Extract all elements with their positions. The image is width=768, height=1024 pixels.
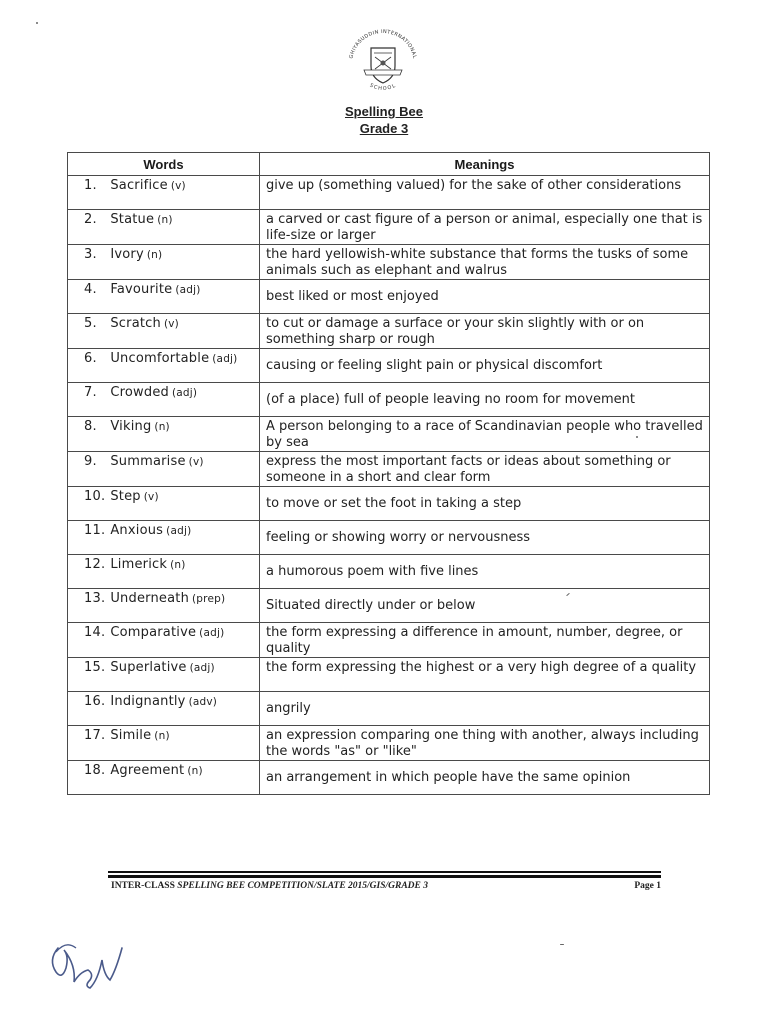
word-entry	[68, 692, 259, 709]
word-cell	[68, 417, 260, 452]
meaning-cell	[260, 417, 710, 452]
meaning-text: to move or set the foot in taking a step	[266, 496, 522, 511]
word-cell	[68, 452, 260, 487]
meaning-text: the form expressing a difference in amount, number, degree, or quality	[266, 625, 683, 656]
word-cell	[68, 280, 260, 314]
part-of-speech: (v)	[170, 180, 186, 192]
meaning-cell	[260, 349, 710, 383]
word-cell	[68, 349, 260, 383]
word-number: 8.	[84, 419, 97, 434]
word-cell	[68, 314, 260, 349]
word-text: Sacrifice	[110, 178, 168, 193]
part-of-speech: (v)	[163, 318, 179, 330]
meaning-cell	[260, 623, 710, 658]
meaning-text: express the most important facts or ideas about something or someone in a short and clear form	[266, 454, 671, 485]
meaning-text: a carved or cast figure of a person or animal, especially one that is life-size or larger	[266, 212, 703, 243]
meaning-text: give up (something valued) for the sake of other considerations	[266, 178, 682, 193]
word-entry	[68, 726, 259, 743]
word-text: Comparative	[110, 625, 197, 640]
word-text: Indignantly	[110, 694, 186, 709]
word-number: 11.	[84, 523, 106, 538]
footer-text: INTER-CLASS SPELLING BEE COMPETITION/SLATE 2015/GIS/GRADE 3	[111, 881, 429, 891]
part-of-speech: (v)	[143, 491, 159, 503]
part-of-speech: (adj)	[166, 525, 192, 537]
table-row	[68, 452, 710, 487]
word-number: 12.	[84, 557, 106, 572]
meaning-cell	[260, 314, 710, 349]
meanings-column-header: Meanings	[260, 153, 710, 176]
word-text: Statue	[110, 212, 155, 227]
table-row	[68, 623, 710, 658]
word-number: 13.	[84, 591, 106, 606]
word-entry	[68, 245, 259, 262]
table-row	[68, 383, 710, 417]
meaning-text: causing or feeling slight pain or physical discomfort	[266, 358, 603, 373]
word-cell	[68, 761, 260, 795]
word-text: Ivory	[110, 247, 144, 262]
meaning-cell	[260, 210, 710, 245]
part-of-speech: (n)	[154, 421, 170, 433]
meaning-cell	[260, 280, 710, 314]
meaning-cell	[260, 589, 710, 623]
word-text: Simile	[110, 728, 152, 743]
word-cell	[68, 589, 260, 623]
page-title: Spelling Bee	[344, 104, 424, 119]
word-cell	[68, 555, 260, 589]
word-entry	[68, 761, 259, 778]
word-number: 5.	[84, 316, 97, 331]
part-of-speech: (n)	[170, 559, 186, 571]
table-row	[68, 555, 710, 589]
table-row	[68, 280, 710, 314]
page-number: Page 1	[634, 881, 661, 891]
word-cell	[68, 176, 260, 210]
word-text: Favourite	[110, 282, 173, 297]
table-row	[68, 314, 710, 349]
meaning-cell	[260, 245, 710, 280]
word-cell	[68, 521, 260, 555]
table-row	[68, 761, 710, 795]
word-number: 2.	[84, 212, 97, 227]
word-text: Uncomfortable	[110, 351, 210, 366]
part-of-speech: (adj)	[171, 387, 198, 399]
part-of-speech: (adj)	[212, 353, 238, 365]
meaning-cell	[260, 452, 710, 487]
word-cell	[68, 245, 260, 280]
word-cell	[68, 623, 260, 658]
word-number: 6.	[84, 351, 97, 366]
meaning-cell	[260, 176, 710, 210]
meaning-text: a humorous poem with five lines	[266, 564, 479, 579]
scan-speck	[636, 436, 638, 438]
table-row	[68, 487, 710, 521]
meaning-text: angrily	[266, 701, 311, 716]
word-text: Limerick	[110, 557, 168, 572]
word-cell	[68, 210, 260, 245]
meaning-text: Situated directly under or below	[266, 598, 476, 613]
part-of-speech: (n)	[154, 730, 170, 742]
word-text: Underneath	[110, 591, 190, 606]
part-of-speech: (n)	[187, 765, 203, 777]
footer-rule-thin	[108, 871, 661, 873]
meaning-text: the hard yellowish-white substance that forms the tusks of some animals such as elephant and walrus	[266, 247, 689, 278]
meaning-cell	[260, 487, 710, 521]
page-subtitle: Grade 3	[359, 121, 409, 136]
table-row	[68, 210, 710, 245]
word-number: 7.	[84, 385, 97, 400]
footer-rule-thick	[108, 875, 661, 878]
meaning-cell	[260, 521, 710, 555]
spelling-words-table	[67, 152, 710, 795]
word-entry	[68, 555, 259, 572]
meaning-text: best liked or most enjoyed	[266, 289, 439, 304]
word-text: Summarise	[110, 454, 186, 469]
word-text: Viking	[110, 419, 152, 434]
meaning-cell	[260, 692, 710, 726]
word-text: Scratch	[110, 316, 161, 331]
word-entry	[68, 349, 259, 366]
table-row	[68, 658, 710, 692]
word-entry	[68, 383, 259, 400]
meaning-text: A person belonging to a race of Scandinavian people who travelled by sea	[266, 419, 703, 450]
table-row	[68, 726, 710, 761]
meaning-text: the form expressing the highest or a very high degree of a quality	[266, 660, 697, 675]
table-header-row	[68, 153, 710, 176]
word-entry	[68, 658, 259, 675]
word-entry	[68, 280, 259, 297]
word-number: 14.	[84, 625, 106, 640]
word-cell	[68, 726, 260, 761]
part-of-speech: (v)	[188, 456, 204, 468]
meaning-cell	[260, 726, 710, 761]
word-text: Agreement	[110, 763, 185, 778]
meaning-text: (of a place) full of people leaving no room for movement	[266, 392, 635, 407]
table-row	[68, 692, 710, 726]
table-row	[68, 417, 710, 452]
part-of-speech: (adv)	[188, 696, 218, 708]
word-entry	[68, 314, 259, 331]
part-of-speech: (n)	[146, 249, 163, 261]
meaning-text: to cut or damage a surface or your skin slightly with or on something sharp or rough	[266, 316, 645, 347]
word-cell	[68, 383, 260, 417]
word-entry	[68, 417, 259, 434]
part-of-speech: (prep)	[192, 593, 226, 605]
word-number: 4.	[84, 282, 97, 297]
word-entry	[68, 210, 259, 227]
page-footer	[111, 881, 661, 891]
word-entry	[68, 452, 259, 469]
part-of-speech: (n)	[157, 214, 173, 226]
word-number: 16.	[84, 694, 106, 709]
meaning-text: feeling or showing worry or nervousness	[266, 530, 531, 545]
word-entry	[68, 623, 259, 640]
word-number: 9.	[84, 454, 97, 469]
scan-speck	[36, 22, 38, 24]
meaning-cell	[260, 555, 710, 589]
word-number: 10.	[84, 489, 106, 504]
table-row	[68, 176, 710, 210]
part-of-speech: (adj)	[189, 662, 215, 674]
meaning-text: an expression comparing one thing with another, always including the words "as" or "like"	[266, 728, 699, 759]
svg-text:SCHOOL: SCHOOL	[368, 82, 398, 92]
word-number: 15.	[84, 660, 106, 675]
svg-text:GHIYASUDDIN INTERNATIONAL: GHIYASUDDIN INTERNATIONAL	[348, 28, 418, 60]
meaning-cell	[260, 658, 710, 692]
word-text: Anxious	[110, 523, 164, 538]
word-entry	[68, 521, 259, 538]
word-number: 18.	[84, 763, 106, 778]
word-entry	[68, 589, 259, 606]
word-text: Superlative	[110, 660, 187, 675]
table-row	[68, 521, 710, 555]
word-entry	[68, 176, 259, 193]
word-entry	[68, 487, 259, 504]
word-cell	[68, 487, 260, 521]
table-row	[68, 589, 710, 623]
word-cell	[68, 658, 260, 692]
word-number: 3.	[84, 247, 97, 262]
meaning-text: an arrangement in which people have the same opinion	[266, 770, 631, 785]
word-text: Step	[110, 489, 141, 504]
handwritten-signature	[36, 930, 136, 1005]
table-row	[68, 245, 710, 280]
word-number: 1.	[84, 178, 97, 193]
word-number: 17.	[84, 728, 106, 743]
words-column-header: Words	[68, 153, 260, 176]
scan-speck	[560, 944, 564, 945]
meaning-cell	[260, 761, 710, 795]
school-crest-logo	[340, 26, 426, 96]
part-of-speech: (adj)	[175, 284, 201, 296]
word-cell	[68, 692, 260, 726]
table-row	[68, 349, 710, 383]
meaning-cell	[260, 383, 710, 417]
word-text: Crowded	[110, 385, 169, 400]
part-of-speech: (adj)	[199, 627, 225, 639]
